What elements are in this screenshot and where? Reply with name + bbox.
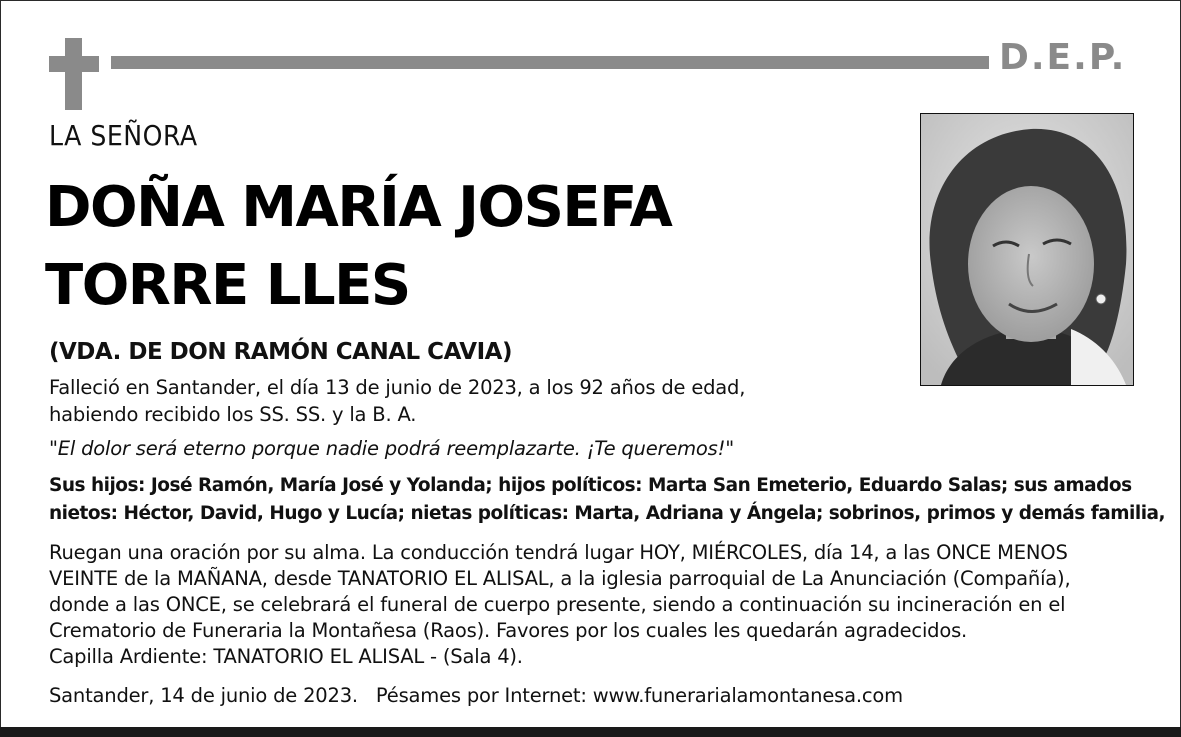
portrait-photo [920, 113, 1134, 386]
family-list [49, 472, 1165, 528]
service-details [49, 540, 1070, 670]
name-line-2: TORRE LLES [45, 253, 410, 318]
bottom-border [0, 727, 1181, 737]
condolences-link[interactable]: Pésames por Internet: www.funerarialamontanesa.com [375, 684, 903, 707]
portrait-image [921, 114, 1133, 385]
dep-label: D.E.P. [999, 37, 1127, 78]
name-line-1: DOÑA MARÍA JOSEFA [45, 175, 672, 240]
widow-of: (VDA. DE DON RAMÓN CANAL CAVIA) [49, 339, 512, 365]
service-line-5: Capilla Ardiente: TANATORIO EL ALISAL - (Sala 4). [49, 645, 523, 668]
family-line-2: nietos: Héctor, David, Hugo y Lucía; nietas políticas: Marta, Adriana y Ángela; sobrinos, primos y demás familia, [49, 503, 1166, 524]
service-line-3: donde a las ONCE, se celebrará el funeral de cuerpo presente, siendo a continuación su incineración en el [49, 593, 1066, 616]
service-line-1: Ruegan una oración por su alma. La conducción tendrá lugar HOY, MIÉRCOLES, día 14, a las ONCE MENOS [49, 541, 1068, 564]
cross-icon [49, 38, 99, 110]
service-line-4: Crematorio de Funeraria la Montañesa (Raos). Favores por los cuales les quedarán agradecidos. [49, 619, 968, 642]
death-announcement [49, 374, 745, 428]
deceased-name [45, 169, 671, 325]
place-date: Santander, 14 de junio de 2023. [49, 684, 358, 707]
memorial-quote: "El dolor será eterno porque nadie podrá reemplazarte. ¡Te queremos!" [49, 437, 734, 460]
family-line-1: Sus hijos: José Ramón, María José y Yolanda; hijos políticos: Marta San Emeterio, Eduardo Salas; sus amados [49, 475, 1132, 496]
signoff [49, 682, 903, 709]
honorific: LA SEÑORA [49, 119, 198, 152]
header-rule [111, 56, 989, 69]
service-line-2: VEINTE de la MAÑANA, desde TANATORIO EL ALISAL, a la iglesia parroquial de La Anunciación (Compañía), [49, 567, 1071, 590]
announcement-line-1: Falleció en Santander, el día 13 de junio de 2023, a los 92 años de edad, [49, 376, 746, 399]
announcement-line-2: habiendo recibido los SS. SS. y la B. A. [49, 403, 417, 426]
